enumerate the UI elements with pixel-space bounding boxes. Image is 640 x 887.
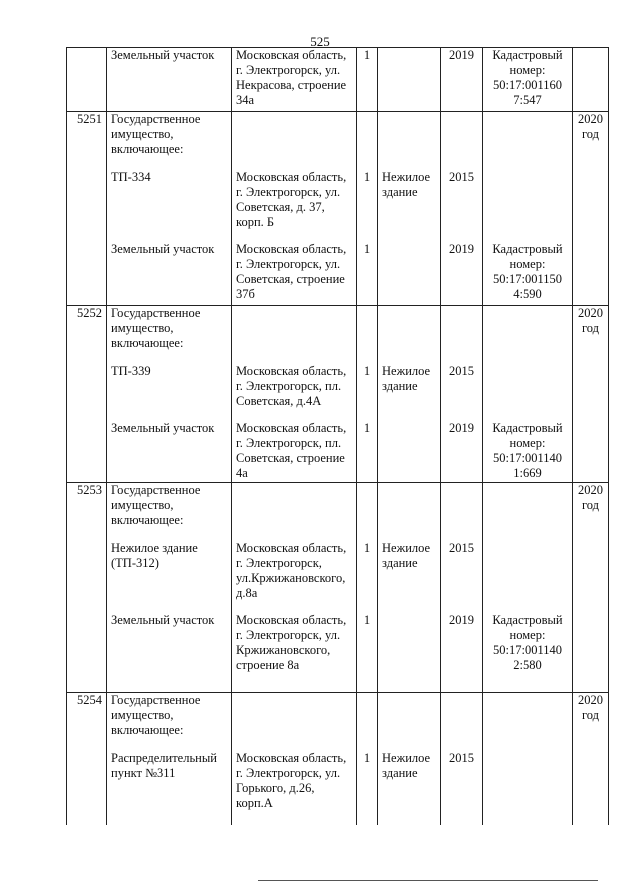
cadastral-note-cell	[483, 306, 573, 364]
property-name-cell: Земельный участок	[107, 421, 232, 483]
year-cell: 2015	[441, 751, 483, 825]
table-row	[67, 48, 609, 112]
quantity-cell: 1	[357, 364, 378, 421]
object-type-cell: Нежилое здание	[378, 751, 441, 825]
year-cell: 2015	[441, 364, 483, 421]
cadastral-note-cell	[483, 170, 573, 242]
property-name-cell: Государственное имущество, включающее:	[107, 483, 232, 541]
property-name-cell: ТП-339	[107, 364, 232, 421]
table-row	[67, 421, 609, 483]
year-cell	[441, 306, 483, 364]
property-address-cell: Московская область, г. Электрогорск, ул.Кржижановского, д.8а	[232, 541, 357, 613]
property-address-cell: Московская область, г. Электрогорск, пл. Советская, строение 4а	[232, 421, 357, 483]
cadastral-note-cell: Кадастровый номер: 50:17:001150 4:590	[483, 242, 573, 306]
table-row	[67, 483, 609, 541]
property-name-cell: Государственное имущество, включающее:	[107, 112, 232, 170]
transfer-date-cell: 2020 год	[573, 693, 609, 751]
quantity-cell: 1	[357, 48, 378, 112]
entry-number-cell	[67, 541, 107, 613]
table-row	[67, 751, 609, 825]
transfer-date-cell	[573, 364, 609, 421]
property-name-cell: Нежилое здание (ТП-312)	[107, 541, 232, 613]
entry-number-cell	[67, 364, 107, 421]
property-name-cell: Земельный участок	[107, 242, 232, 306]
transfer-date-cell	[573, 613, 609, 693]
property-name-cell: Земельный участок	[107, 48, 232, 112]
transfer-date-cell	[573, 541, 609, 613]
registry-body	[67, 48, 609, 825]
quantity-cell: 1	[357, 421, 378, 483]
property-address-cell: Московская область, г. Электрогорск, ул. Некрасова, строение 34а	[232, 48, 357, 112]
entry-number-cell	[67, 421, 107, 483]
property-address-cell: Московская область, г. Электрогорск, ул. Советская, д. 37, корп. Б	[232, 170, 357, 242]
object-type-cell	[378, 242, 441, 306]
table-row	[67, 541, 609, 613]
entry-number-cell: 5251	[67, 112, 107, 170]
quantity-cell: 1	[357, 751, 378, 825]
quantity-cell	[357, 693, 378, 751]
property-address-cell: Московская область, г. Электрогорск, пл. Советская, д.4А	[232, 364, 357, 421]
transfer-date-cell	[573, 421, 609, 483]
table-row	[67, 364, 609, 421]
object-type-cell	[378, 48, 441, 112]
entry-number-cell: 5252	[67, 306, 107, 364]
year-cell: 2015	[441, 541, 483, 613]
property-address-cell: Московская область, г. Электрогорск, ул. Советская, строение 37б	[232, 242, 357, 306]
quantity-cell: 1	[357, 613, 378, 693]
quantity-cell	[357, 112, 378, 170]
property-address-cell	[232, 112, 357, 170]
table-row	[67, 112, 609, 170]
property-registry-table	[66, 47, 609, 825]
cadastral-note-cell: Кадастровый номер: 50:17:001160 7:547	[483, 48, 573, 112]
year-cell: 2015	[441, 170, 483, 242]
object-type-cell	[378, 421, 441, 483]
property-address-cell	[232, 306, 357, 364]
property-name-cell: Государственное имущество, включающее:	[107, 693, 232, 751]
transfer-date-cell	[573, 48, 609, 112]
transfer-date-cell: 2020 год	[573, 306, 609, 364]
entry-number-cell	[67, 751, 107, 825]
year-cell	[441, 693, 483, 751]
object-type-cell	[378, 306, 441, 364]
year-cell: 2019	[441, 613, 483, 693]
object-type-cell	[378, 483, 441, 541]
cadastral-note-cell	[483, 483, 573, 541]
quantity-cell: 1	[357, 541, 378, 613]
property-address-cell: Московская область, г. Электрогорск, ул. Горького, д.26, корп.А	[232, 751, 357, 825]
object-type-cell: Нежилое здание	[378, 364, 441, 421]
table-row	[67, 242, 609, 306]
transfer-date-cell: 2020 год	[573, 483, 609, 541]
transfer-date-cell	[573, 242, 609, 306]
table-row	[67, 613, 609, 693]
quantity-cell	[357, 306, 378, 364]
property-address-cell	[232, 483, 357, 541]
property-name-cell: ТП-334	[107, 170, 232, 242]
entry-number-cell	[67, 242, 107, 306]
object-type-cell: Нежилое здание	[378, 170, 441, 242]
property-name-cell: Распределительный пункт №311	[107, 751, 232, 825]
property-name-cell: Государственное имущество, включающее:	[107, 306, 232, 364]
property-address-cell	[232, 693, 357, 751]
year-cell: 2019	[441, 242, 483, 306]
property-name-cell: Земельный участок	[107, 613, 232, 693]
transfer-date-cell	[573, 751, 609, 825]
year-cell	[441, 483, 483, 541]
table-row	[67, 170, 609, 242]
object-type-cell	[378, 112, 441, 170]
entry-number-cell	[67, 613, 107, 693]
object-type-cell	[378, 613, 441, 693]
cadastral-note-cell	[483, 112, 573, 170]
cadastral-note-cell	[483, 541, 573, 613]
table-row	[67, 306, 609, 364]
entry-number-cell: 5254	[67, 693, 107, 751]
quantity-cell: 1	[357, 170, 378, 242]
entry-number-cell	[67, 170, 107, 242]
cadastral-note-cell	[483, 364, 573, 421]
table-row	[67, 693, 609, 751]
object-type-cell	[378, 693, 441, 751]
object-type-cell: Нежилое здание	[378, 541, 441, 613]
year-cell: 2019	[441, 421, 483, 483]
year-cell	[441, 112, 483, 170]
cadastral-note-cell: Кадастровый номер: 50:17:001140 1:669	[483, 421, 573, 483]
cadastral-note-cell: Кадастровый номер: 50:17:001140 2:580	[483, 613, 573, 693]
transfer-date-cell	[573, 170, 609, 242]
page-number: 525	[310, 34, 330, 49]
year-cell: 2019	[441, 48, 483, 112]
quantity-cell: 1	[357, 242, 378, 306]
entry-number-cell: 5253	[67, 483, 107, 541]
footer-rule	[258, 880, 598, 881]
property-address-cell: Московская область, г. Электрогорск, ул. Кржижановского, строение 8а	[232, 613, 357, 693]
quantity-cell	[357, 483, 378, 541]
cadastral-note-cell	[483, 693, 573, 751]
transfer-date-cell: 2020 год	[573, 112, 609, 170]
cadastral-note-cell	[483, 751, 573, 825]
entry-number-cell	[67, 48, 107, 112]
